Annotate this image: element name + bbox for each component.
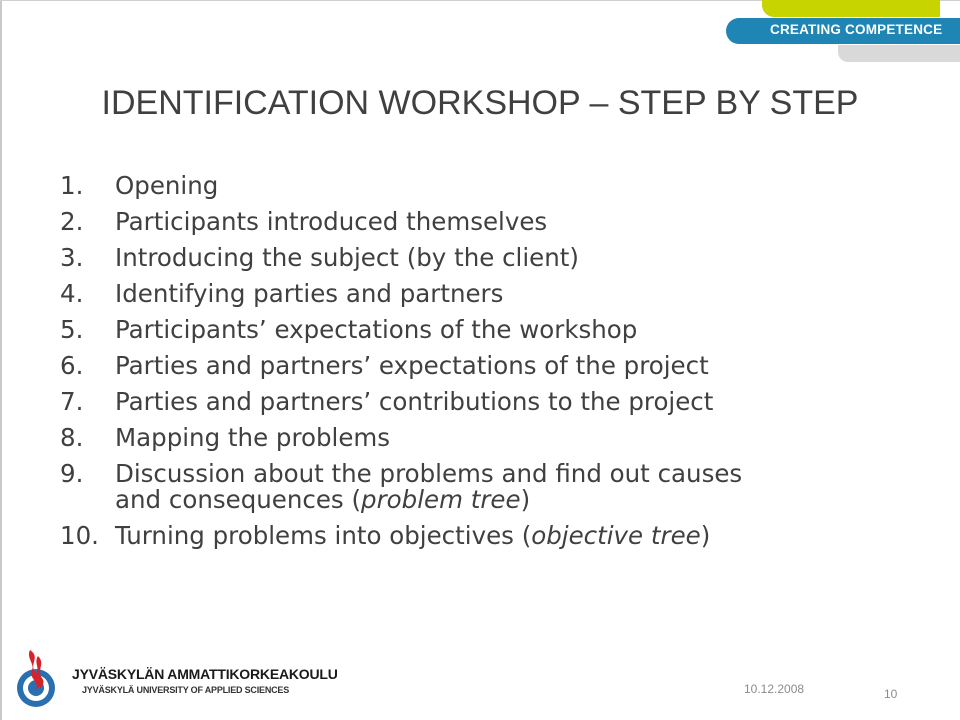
list-item xyxy=(60,456,940,518)
list-item-number: 3. xyxy=(60,243,84,272)
header-blue-band xyxy=(726,18,960,44)
logo-subtitle: JYVÄSKYLÄ UNIVERSITY OF APPLIED SCIENCES xyxy=(82,685,290,695)
list-item-number: 1. xyxy=(60,171,84,200)
university-logo-icon xyxy=(8,646,68,710)
list-item-number: 5. xyxy=(60,315,84,344)
list-item-text-segment: ) xyxy=(520,485,531,514)
list-item-text-line2 xyxy=(115,485,530,514)
list-item-italic-term: problem tree xyxy=(361,485,521,514)
list-item-number: 10. xyxy=(60,521,99,550)
steps-list xyxy=(60,168,940,554)
header-tagline: CREATING COMPETENCE xyxy=(770,22,943,37)
list-item-text: Parties and partners’ expectations of the project xyxy=(115,351,709,380)
slide-number: 10 xyxy=(884,687,898,701)
list-item-text: Introducing the subject (by the client) xyxy=(115,243,579,272)
list-item-text-segment: Turning problems into objectives ( xyxy=(115,521,532,550)
list-item-text-segment: ) xyxy=(700,521,711,550)
list-item xyxy=(60,204,940,240)
list-item-number: 7. xyxy=(60,387,84,416)
list-item-number: 6. xyxy=(60,351,84,380)
list-item-text-segment: and consequences ( xyxy=(115,485,362,514)
slide-date: 10.12.2008 xyxy=(744,682,805,696)
list-item-text: Opening xyxy=(115,171,219,200)
list-item-text-line1: Discussion about the problems and find out causes xyxy=(115,459,743,488)
slide-title: IDENTIFICATION WORKSHOP – STEP BY STEP xyxy=(101,84,859,122)
list-item xyxy=(60,276,940,312)
list-item xyxy=(60,420,940,456)
list-item xyxy=(60,168,940,204)
logo-name: JYVÄSKYLÄN AMMATTIKORKEAKOULU xyxy=(72,666,338,682)
list-item-text: Identifying parties and partners xyxy=(115,279,504,308)
list-item-text: Participants’ expectations of the workshop xyxy=(115,315,638,344)
list-item xyxy=(60,240,940,276)
list-item-number: 8. xyxy=(60,423,84,452)
list-item-number: 4. xyxy=(60,279,84,308)
list-item-number: 9. xyxy=(60,459,84,488)
list-item xyxy=(60,348,940,384)
list-item-text: Mapping the problems xyxy=(115,423,391,452)
header-gray-band xyxy=(838,45,960,62)
list-item-italic-term: objective tree xyxy=(531,521,701,550)
list-item xyxy=(60,384,940,420)
list-item-text: Participants introduced themselves xyxy=(115,207,548,236)
list-item-number: 2. xyxy=(60,207,84,236)
list-item xyxy=(60,312,940,348)
header-green-band xyxy=(762,0,940,17)
list-item xyxy=(60,518,940,554)
list-item-text: Parties and partners’ contributions to the project xyxy=(115,387,714,416)
